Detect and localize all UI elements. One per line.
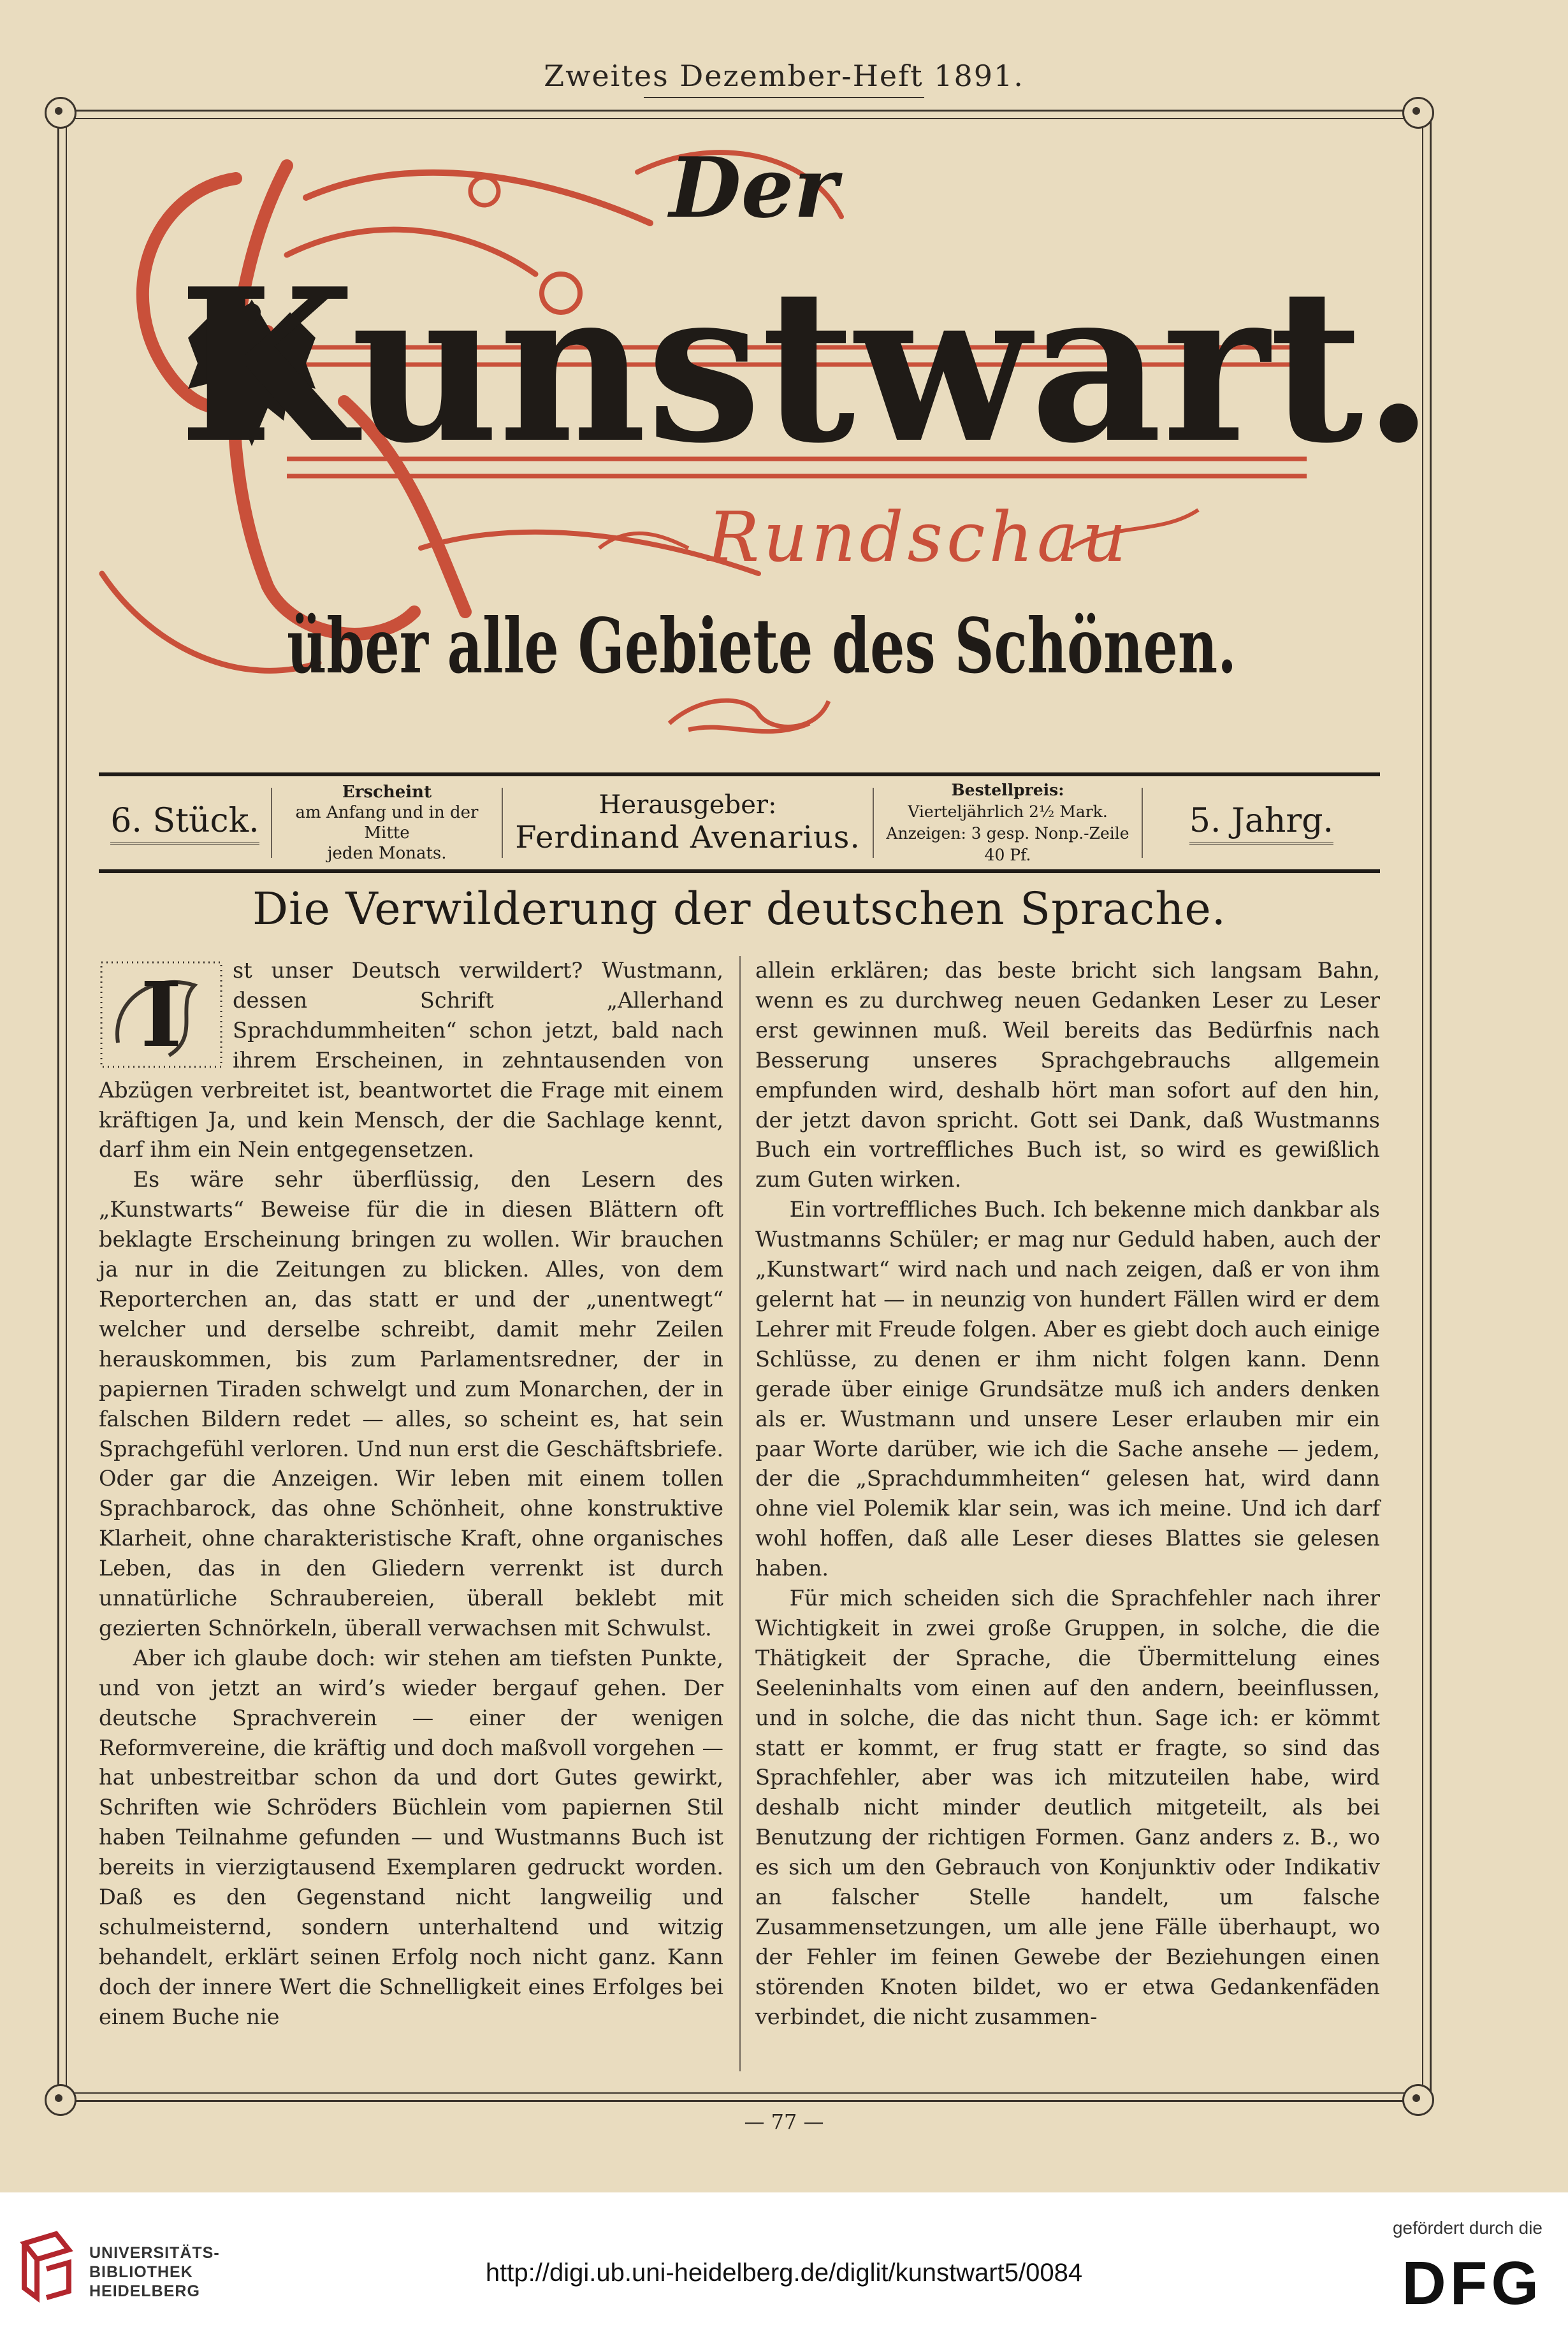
column-divider [739, 956, 741, 2071]
masthead-der: Der [669, 139, 838, 236]
paragraph: Es wäre sehr überflüssig, den Lesern des „Kunstwarts“ Beweise für die in diesen Blättern oft beklagte Erscheinung bringen zu wollen. Wir brauchen ja nur in die Zeitungen zu blicken. Alles, von dem Reporterchen an, das statt er und der „unentwegt“ welcher und derselbe schreibt, damit mehr Zeilen herauskommen, bis zum Parlamentsredner, der in papiernen Tiraden schwelgt und zum Monarchen, der in falschen Bildern redet — alles, so scheint es, hat sein Sprachgefühl verloren. Und nun erst die Geschäftsbriefe. Oder gar die Anzeigen. Wir leben mit einem tollen Sprachbarock, das ohne Schönheit, ohne konstruktive Klarheit, ohne charakteristische Kraft, ohne organisches Leben, das in den Gliedern verrenkt ist durch unnatürliche Schraubereien, überall beklebt mit gezierten Schnörkeln, überall verwachsen mit Schwulst. [99, 1167, 723, 1641]
price-block [874, 776, 1142, 869]
price-ads: Anzeigen: 3 gesp. Nonp.-Zeile 40 Pf. [886, 824, 1129, 864]
source-url-link[interactable]: http://digi.ub.uni-heidelberg.de/diglit/kunstwart5/0084 [485, 2259, 1083, 2287]
masthead-small-ornament [669, 700, 829, 732]
dropcap-ornament [99, 960, 224, 1069]
publisher-name: Ferdinand Avenarius. [515, 820, 860, 855]
paragraph: allein erklären; das beste bricht sich langsam Bahn, wenn es zu durchweg neuen Gedanken Leser zu Leser erst gewinnen muß. Weil bereits das Bedürfnis nach Besserung unseres Sprachgebrauchs allgemein empfunden wird, deshalb hört man sofort auf den hin, der jetzt davon spricht. Gott sei Dank, daß Wustmanns Buch ein vortreffliches Buch ist, so wird es gewißlich zum Guten wirken. [755, 958, 1380, 1192]
paragraph [99, 956, 723, 1165]
price-label: Bestellpreis: [951, 781, 1064, 799]
library-name-line: HEIDELBERG [89, 2282, 200, 2300]
volume-year [1143, 776, 1380, 869]
corner-ornament-top-left [45, 97, 76, 129]
masthead-rundschau: Rundschau [708, 498, 1130, 577]
dfg-logo: DFG [1402, 2249, 1543, 2317]
paragraph-text: st unser Deutsch verwildert? Wustmann, dessen Schrift „Allerhand Sprachdummheiten“ schon jetzt, bald nach ihrem Erscheinen, in zehntausenden von Abzügen verbreitet ist, beantwortet die Frage mit einem kräftigen Ja, und kein Mensch, der die Sachlage kennt, darf ihm ein Nein entgegensetzen. [99, 958, 723, 1162]
dropcap-letter: I [140, 963, 182, 1068]
article-column-left [99, 956, 723, 2032]
schedule-label: Erscheint [342, 783, 432, 802]
issue-info-bar [99, 772, 1380, 873]
masthead-title: Kunstwart. [178, 242, 1434, 489]
price-quarterly: Vierteljährlich 2½ Mark. [908, 802, 1108, 821]
schedule-line-2: jeden Monats. [327, 844, 447, 863]
paragraph: Ein vortreffliches Buch. Ich bekenne mich dankbar als Wustmanns Schüler; er mag nur Geduld haben, auch der „Kunstwart“ wird nach und nach zeigen, daß er von ihm gelernt hat — in neunzig von hundert Fällen wird er dem Lehrer mit Freude folgen. Aber es giebt doch auch einige Schlüsse, zu denen er ihm nicht folgen kann. Denn gerade über einige Grundsätze muß ich anders denken als er. Wustmann und unsere Leser erlauben mir ein paar Worte darüber, wie ich die Sache ansehe — jedem, der die „Sprachdummheiten“ gelesen hat, wird dann ohne viel Polemik klar sein, was ich meine. Und ich darf wohl hoffen, daß alle Leser dieses Blattes sie gelesen haben. [755, 1197, 1380, 1581]
volume-year-text: 5. Jahrg. [1189, 802, 1333, 844]
article-column-right [755, 956, 1380, 2032]
publication-schedule [272, 776, 502, 869]
article-headline: Die Verwilderung der deutschen Sprache. [252, 883, 1227, 935]
issue-underline [644, 97, 924, 98]
corner-ornament-top-right [1402, 97, 1434, 129]
schedule-line-1: am Anfang und in der Mitte [295, 803, 479, 843]
library-name-line: UNIVERSITÄTS- [89, 2244, 220, 2262]
page-number: — 77 — [744, 2110, 824, 2134]
issue-number [99, 776, 271, 869]
publisher-label: Herausgeber: [599, 790, 777, 820]
paragraph: Für mich scheiden sich die Sprachfehler nach ihrer Wichtigkeit in zwei große Gruppen, in solche, die die Thätigkeit der Sprache, die Übermittelung eines Seeleninhalts vom einen auf den andern, beeinflussen, und in solche, die das nicht thun. Sage ich: er kömmt statt er kommt, er frug statt er fragte, so sind das Sprachfehler, aber was ich mitzuteilen habe, wird deshalb nicht minder deutlich mitgeteilt, als bei Benutzung der richtigen Formen. Ganz anders z. B., wo es sich um den Gebrauch von Konjunktiv oder Indikativ an falscher Stelle handelt, um falsche Zusammensetzungen, um alle jene Fälle überhaupt, wo der Fehler im feinen Gewebe der Beziehungen einen störenden Knoten bildet, wo er etwa Gedankenfäden verbindet, die nicht zusammen- [755, 1586, 1380, 2029]
digitization-footer [0, 2192, 1568, 2325]
library-name-line: BIBLIOTHEK [89, 2263, 193, 2281]
funding-caption: gefördert durch die [1392, 2218, 1543, 2238]
publisher-block [503, 776, 873, 869]
masthead-subtitle: über alle Gebiete des Schönen. [287, 602, 1237, 690]
issue-number-text: 6. Stück. [110, 802, 259, 844]
issue-line: Zweites Dezember-Heft 1891. [544, 59, 1024, 93]
masthead [76, 127, 1441, 752]
paragraph: Aber ich glaube doch: wir stehen am tiefsten Punkte, und von jetzt an wird’s wieder bergauf gehen. Der deutsche Sprachverein — einer der wenigen Reformvereine, die kräftig und doch maßvoll vorgehen — hat unbestreitbar schon da und dort Gutes gewirkt, Schriften wie Schröders Büchlein vom papiernen Stil haben Teilnahme gefunden — und Wustmanns Buch ist bereits in vierzigtausend Exemplaren gedruckt worden. Daß es den Gegenstand nicht langweilig und schulmeisternd, sondern unterhaltend und witzig behandelt, erklärt seinen Erfolg noch nicht ganz. Kann doch der innere Wert die Schnelligkeit eines Erfolges bei einem Buche nie [99, 1645, 723, 2029]
